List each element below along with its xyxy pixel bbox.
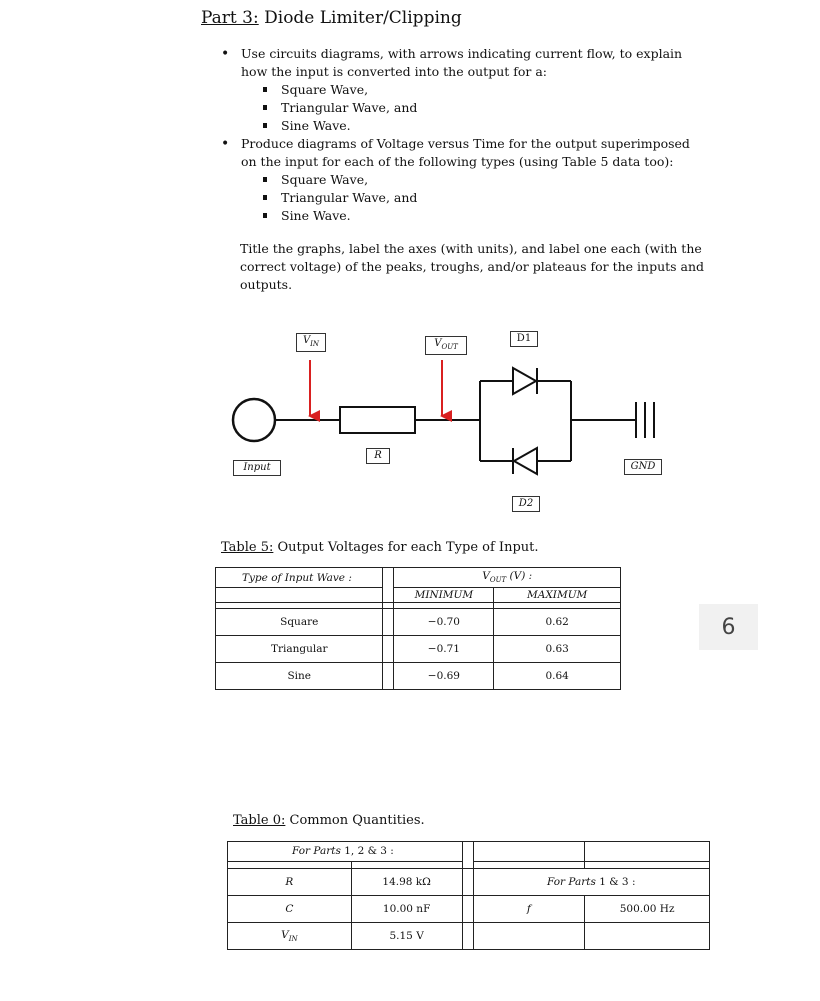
sub-item: Triangular Wave, and <box>241 189 701 207</box>
heading-part: Part 3: <box>201 8 259 28</box>
table5-caption: Table 5: Output Voltages for each Type of Input. <box>221 540 539 555</box>
table5-min-cell: −0.71 <box>394 636 494 663</box>
instruction-1-text: Use circuits diagrams, with arrows indicating current flow, to explain how the input is converted into the output for a: <box>241 46 683 79</box>
input-source-icon <box>233 399 275 441</box>
heading-title: Diode Limiter/Clipping <box>258 8 462 28</box>
table5-max-cell: 0.64 <box>494 663 621 690</box>
table5-type-cell: Triangular <box>216 636 383 663</box>
table-row <box>228 896 710 923</box>
table0-common-quantities <box>227 841 710 950</box>
table0-vin-value: 5.15 V <box>351 923 462 950</box>
table5-spacer-cell <box>383 609 394 636</box>
table0-spacer-cell <box>462 869 473 896</box>
table5-max-header: MAXIMUM <box>494 588 621 603</box>
table0-f-value: 500.00 Hz <box>585 896 710 923</box>
table5-type-cell: Square <box>216 609 383 636</box>
sub-item: Sine Wave. <box>241 207 701 225</box>
vout-label: $V_{OUT}$ <box>425 336 467 355</box>
resistor-symbol <box>340 407 415 433</box>
table0-blank-cell <box>473 923 585 950</box>
table0-c-label: C <box>228 896 352 923</box>
table5-spacer-cell <box>383 568 394 603</box>
table5-min-header: MINIMUM <box>394 588 494 603</box>
vin-label: $V_{IN}$ <box>296 333 326 352</box>
table0-caption: Table 0: Common Quantities. <box>233 813 425 828</box>
table0-spacer-cell <box>462 923 473 950</box>
sub-item: Square Wave, <box>241 81 701 99</box>
table0-blank-cell <box>473 842 585 862</box>
ground-symbol <box>636 402 654 438</box>
table5-blank-header <box>216 588 383 603</box>
table5-max-cell: 0.62 <box>494 609 621 636</box>
table-row <box>228 869 710 896</box>
table5-max-cell: 0.63 <box>494 636 621 663</box>
sub-item: Sine Wave. <box>241 117 701 135</box>
table0-parts13-header: For Parts 1 & 3 : <box>473 869 709 896</box>
page-number-badge: 6 <box>699 604 758 650</box>
table5-type-cell: Sine <box>216 663 383 690</box>
table0-vin-label: $V_{IN}$ <box>228 923 352 950</box>
sub-item: Square Wave, <box>241 171 701 189</box>
resistor-label: R <box>366 448 390 464</box>
diode-d2-symbol <box>513 448 537 474</box>
gnd-label: GND <box>624 459 662 475</box>
table0-r-label: R <box>228 869 352 896</box>
table-row <box>216 636 621 663</box>
table0-blank-cell <box>585 842 710 862</box>
table-row <box>216 663 621 690</box>
table0-c-value: 10.00 nF <box>351 896 462 923</box>
table0-r-value: 14.98 kΩ <box>351 869 462 896</box>
instruction-2-text: Produce diagrams of Voltage versus Time for the output superimposed on the input for each of the following types (using Table 5 data too): <box>241 136 690 169</box>
sub-item: Triangular Wave, and <box>241 99 701 117</box>
table0-spacer-cell <box>462 842 473 869</box>
table-row <box>228 923 710 950</box>
table5-type-header: Type of Input Wave : <box>216 568 383 588</box>
table5-min-cell: −0.70 <box>394 609 494 636</box>
input-label: Input <box>233 460 281 476</box>
table5-min-cell: −0.69 <box>394 663 494 690</box>
table-row <box>216 609 621 636</box>
table5-spacer-cell <box>383 636 394 663</box>
table0-spacer-cell <box>462 896 473 923</box>
graph-instructions: Title the graphs, label the axes (with units), and label one each (with the correct voltage) of the peaks, troughs, and/or plateaus for the inputs and outputs. <box>240 241 705 292</box>
table5-vout-header: $V_{OUT}$ (V) : <box>394 568 621 588</box>
d1-label: D1 <box>510 331 538 347</box>
diode-d1-symbol <box>513 368 537 394</box>
table0-f-label: f <box>473 896 585 923</box>
table5-spacer-cell <box>383 663 394 690</box>
table0-parts123-header: For Parts 1, 2 & 3 : <box>228 842 463 862</box>
table5-output-voltages <box>215 567 621 690</box>
table0-blank-cell <box>585 923 710 950</box>
d2-label: D2 <box>512 496 540 512</box>
